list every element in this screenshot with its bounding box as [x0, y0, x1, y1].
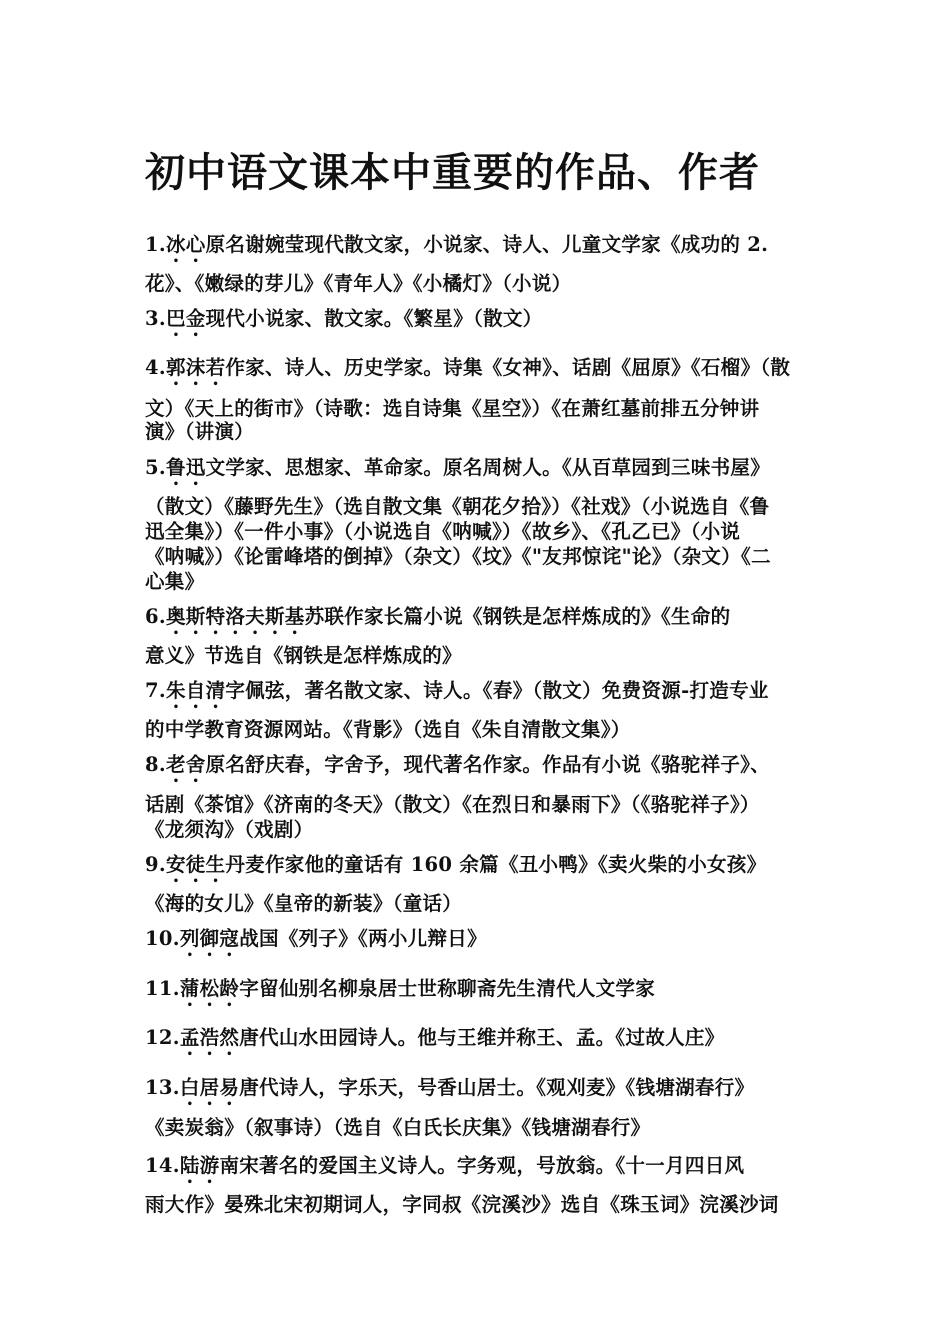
author-name: 列御寇 — [179, 927, 240, 950]
line-text: 唐代山水田园诗人。他与王维并称王、孟。《过故人庄》 — [239, 1026, 725, 1049]
text-line — [145, 1022, 725, 1060]
author-name: 冰心 — [165, 233, 206, 256]
line-text: 《卖炭翁》（叙事诗）（选自《白氏长庆集》《钱塘湖春行》 — [145, 1116, 651, 1139]
author-name: 朱自清 — [165, 679, 226, 702]
text-line — [145, 541, 771, 569]
text-line — [145, 973, 655, 1011]
text-line — [145, 714, 631, 742]
text-line — [145, 229, 768, 267]
item-number: 7. — [145, 679, 166, 702]
text-line — [145, 675, 769, 713]
author-name: 郭沫若 — [165, 356, 226, 379]
line-text: 作家、诗人、历史学家。诗集《女神》、话剧《屈原》《石榴》（散 — [225, 356, 791, 379]
author-name: 老舍 — [165, 753, 206, 776]
text-line — [145, 923, 487, 961]
author-name: 白居易 — [179, 1076, 240, 1099]
text-line — [145, 491, 769, 519]
line-text: 苏联作家长篇小说《钢铁是怎样炼成的》《生命的 — [304, 605, 731, 628]
text-line — [145, 1112, 650, 1140]
line-text: 《龙须沟》（戏剧） — [145, 818, 314, 841]
line-text: 演》（讲演） — [145, 420, 255, 443]
text-line — [145, 566, 204, 594]
author-name: 奥斯特洛夫斯基 — [165, 605, 305, 628]
author-name: 安徒生 — [165, 853, 226, 876]
item-number: 14. — [145, 1154, 180, 1177]
item-number: 13. — [145, 1076, 180, 1099]
text-line — [145, 814, 313, 842]
line-text: 《呐喊》）《论雷峰塔的倒掉》（杂文）《坟》《"友邦惊诧"论》（杂文）《二 — [145, 545, 771, 568]
item-number: 10. — [145, 927, 180, 950]
line-text: 丹麦作家他的童话有 160 余篇《丑小鸭》《卖火柴的小女孩》 — [225, 853, 767, 876]
author-name: 蒲松龄 — [179, 977, 240, 1000]
line-text: 战国《列子》《两小儿辩日》 — [239, 927, 487, 950]
text-line — [145, 640, 462, 668]
line-text: 字留仙别名柳泉居士世称聊斋先生清代人文学家 — [239, 977, 656, 1000]
line-text: 字佩弦，著名散文家、诗人。《春》（散文）免费资源-打造专业 — [225, 679, 769, 702]
line-text: 唐代诗人，字乐天，号香山居士。《观刈麦》《钱塘湖春行》 — [239, 1076, 755, 1099]
text-line — [145, 516, 740, 544]
text-line — [145, 452, 770, 490]
item-number: 9. — [145, 853, 166, 876]
item-number: 5. — [145, 456, 166, 479]
item-number: 1. — [145, 233, 166, 256]
text-line — [145, 1072, 754, 1110]
text-line — [145, 352, 790, 390]
item-number: 4. — [145, 356, 166, 379]
line-text: 花》、《嫩绿的芽儿》《青年人》《小橘灯》（小说） — [145, 272, 572, 295]
line-text: 话剧《茶馆》《济南的冬天》（散文）《在烈日和暴雨下》（《骆驼祥子》） — [145, 793, 760, 816]
text-line — [145, 888, 462, 916]
text-line — [145, 303, 542, 341]
author-name: 孟浩然 — [179, 1026, 240, 1049]
line-text: 文）《天上的街市》（诗歌：选自诗集《星空》）《在萧红墓前排五分钟讲 — [145, 397, 760, 420]
line-text: 雨大作》晏殊北宋初期词人，字同叔《浣溪沙》选自《珠玉词》浣溪沙词 — [145, 1193, 779, 1216]
line-text: 南宋著名的爱国主义诗人。字务观，号放翁。《十一月四日风 — [219, 1154, 745, 1177]
item-number: 8. — [145, 753, 166, 776]
item-number: 11. — [145, 977, 180, 1000]
line-text: 的中学教育资源网站。《背影》（选自《朱自清散文集》） — [145, 718, 631, 741]
line-text: 原名舒庆春，字舍予，现代著名作家。作品有小说《骆驼祥子》、 — [205, 753, 771, 776]
document-title: 初中语文课本中重要的作品、作者 — [145, 150, 760, 196]
text-line — [145, 1189, 779, 1217]
text-line — [145, 749, 770, 787]
line-text: 《海的女儿》《皇帝的新装》（童话） — [145, 892, 463, 915]
text-line — [145, 849, 766, 887]
line-text: 文学家、思想家、革命家。原名周树人。《从百草园到三味书屋》 — [205, 456, 771, 479]
item-number: 12. — [145, 1026, 180, 1049]
line-text: （散文）《藤野先生》（选自散文集《朝花夕拾》）《社戏》（小说选自《鲁 — [145, 495, 770, 518]
line-text: 现代小说家、散文家。《繁星》（散文） — [205, 307, 543, 330]
author-name: 陆游 — [179, 1154, 220, 1177]
text-line — [145, 601, 730, 639]
text-line — [145, 416, 254, 444]
line-text: 心集》 — [145, 570, 205, 593]
author-name: 巴金 — [165, 307, 206, 330]
line-text: 意义》节选自《钢铁是怎样炼成的》 — [145, 644, 462, 667]
author-name: 鲁迅 — [165, 456, 206, 479]
line-text: 迅全集》）《一件小事》（小说选自《呐喊》）《故乡》、《孔乙已》（小说 — [145, 520, 741, 543]
item-number: 3. — [145, 307, 166, 330]
text-line — [145, 1150, 744, 1188]
item-number: 6. — [145, 605, 166, 628]
text-line — [145, 268, 571, 296]
line-text: 原名谢婉莹现代散文家，小说家、诗人、儿童文学家《成功的 2. — [205, 233, 769, 256]
text-line — [145, 789, 760, 817]
